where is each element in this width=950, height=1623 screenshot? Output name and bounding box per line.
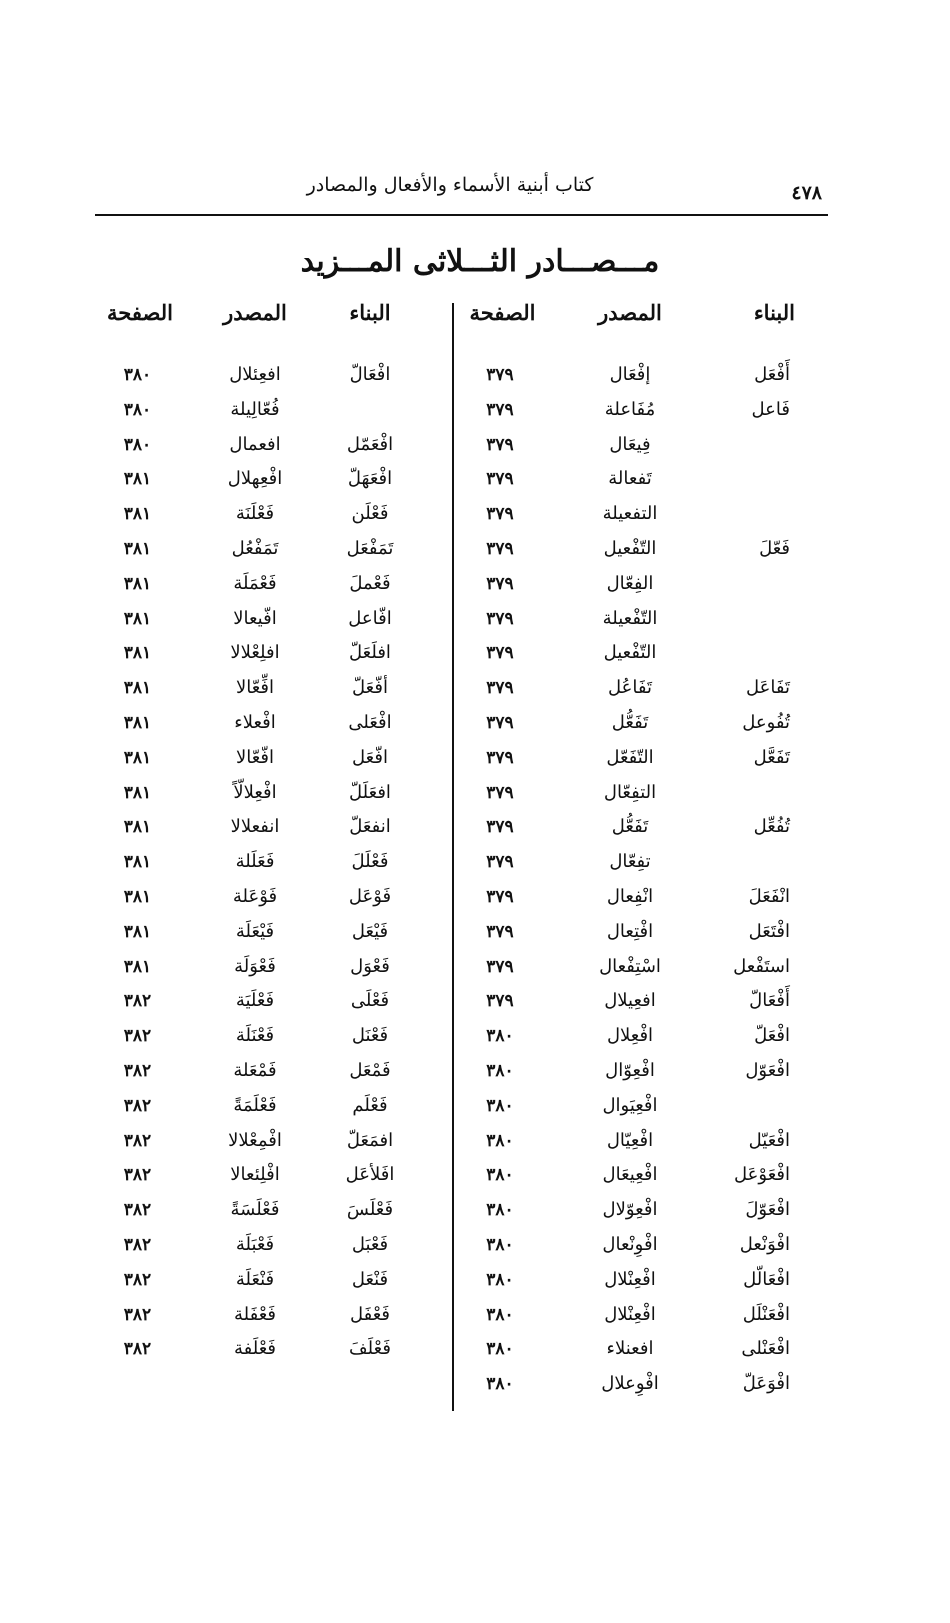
page-cell: ٣٨٢ (123, 1304, 152, 1325)
masdar-cell: تَفعالة (608, 468, 652, 490)
table-row (100, 883, 435, 918)
left-table-rows (100, 361, 435, 1370)
table-row (470, 1266, 790, 1301)
page-cell: ٣٨٠ (123, 399, 152, 420)
page-cell: ٣٨٢ (123, 1026, 152, 1047)
masdar-cell: افْتِعال (606, 920, 654, 942)
page-cell: ٣٧٩ (486, 852, 514, 873)
page-cell: ٣٨٠ (486, 1374, 514, 1395)
form-cell: افّعَل (352, 746, 388, 768)
table-row (470, 813, 790, 848)
masdar-cell: افعنلاء (606, 1338, 654, 1360)
form-cell: افْعَالّ (349, 364, 391, 385)
form-cell: افْعَمّل (346, 433, 394, 455)
form-cell: فَعْنَل (351, 1025, 389, 1047)
masdar-cell: مُفَاعلة (604, 398, 656, 420)
masdar-cell: فَعْلَسَةً (230, 1199, 280, 1221)
masdar-cell: افعِئلال (229, 364, 281, 385)
page-cell: ٣٨١ (123, 782, 152, 803)
column-header-form: البناء (753, 300, 795, 325)
page-cell: ٣٨١ (123, 538, 152, 559)
form-cell: فَعْلَى (350, 990, 390, 1012)
masdar-cell: إفْعَال (609, 364, 651, 385)
form-cell: افْعَالّل (743, 1268, 790, 1290)
table-row (470, 709, 790, 744)
page-cell: ٣٨١ (123, 608, 152, 629)
form-cell: تَمَفْعَل (346, 537, 394, 559)
form-cell: فَمْعَل (349, 1059, 391, 1081)
form-cell: فَنْعَل (351, 1268, 389, 1290)
page-cell: ٣٧٩ (486, 504, 514, 525)
masdar-cell: اسْتِفْعال (599, 955, 661, 977)
masdar-cell: افْعِنْلال (604, 1303, 656, 1325)
column-header-masdar: المصدر (223, 300, 287, 325)
page-cell: ٣٧٩ (486, 712, 514, 733)
form-cell: افّاعل (348, 607, 392, 629)
form-cell: فَعْملَ (349, 572, 391, 594)
section-title: مـــصـــادر الثـــلاثى المـــزيد (300, 244, 660, 279)
page-cell: ٣٨٢ (123, 1095, 152, 1116)
table-row (470, 361, 790, 396)
table-row (470, 744, 790, 779)
masdar-cell: افعِيلال (604, 990, 656, 1012)
page-cell: ٣٧٩ (486, 608, 514, 629)
table-row (100, 465, 435, 500)
form-cell: افمَعَلّ (346, 1129, 394, 1151)
form-cell: أَفْعَالّ (749, 990, 790, 1012)
masdar-cell: فَنْعَلَة (235, 1268, 275, 1290)
page-cell: ٣٨٢ (123, 991, 152, 1012)
table-row (100, 396, 435, 431)
page-cell: ٣٧٩ (486, 678, 514, 699)
masdar-cell: فَعْنَلَة (235, 1025, 275, 1047)
masdar-cell: فَعْمَلَة (233, 572, 277, 594)
masdar-cell: افْوِعلال (601, 1373, 659, 1395)
form-cell: فَعْفَل (349, 1303, 391, 1325)
page-cell: ٣٨١ (123, 921, 152, 942)
masdar-cell: التّفْعيل (603, 642, 657, 664)
page-cell: ٣٨١ (123, 712, 152, 733)
column-header-page: الصفحة (469, 300, 536, 325)
table-row (470, 779, 790, 814)
form-cell: أفّعَلّ (352, 677, 388, 699)
masdar-cell: فَعْبَلَة (235, 1233, 275, 1255)
form-cell: افْعَوّلَ (745, 1199, 790, 1221)
masdar-cell: افْعِنْلال (604, 1268, 656, 1290)
table-row (100, 1301, 435, 1336)
page-cell: ٣٧٩ (486, 538, 514, 559)
column-header-page: الصفحة (107, 300, 173, 325)
table-row (100, 1022, 435, 1057)
page-cell: ٣٨٢ (123, 1234, 152, 1255)
page-cell: ٣٨١ (123, 573, 152, 594)
page-cell: ٣٨٠ (486, 1200, 514, 1221)
table-row (100, 1161, 435, 1196)
table-row (470, 953, 790, 988)
table-row (470, 639, 790, 674)
masdar-cell: فَعْلَمَةً (233, 1094, 277, 1116)
header-rule (95, 214, 828, 216)
table-row (100, 570, 435, 605)
right-table-rows (470, 361, 790, 1405)
form-cell: تَفَاعَل (746, 677, 790, 699)
page-cell: ٣٨٢ (123, 1269, 152, 1290)
page-cell: ٣٧٩ (486, 886, 514, 907)
table-row (470, 1127, 790, 1162)
masdar-cell: فَعْلَفة (233, 1338, 276, 1360)
form-cell: افْتَعَل (748, 920, 790, 942)
table-row (100, 605, 435, 640)
column-divider (452, 303, 454, 1411)
masdar-cell: افعمال (229, 433, 281, 455)
masdar-cell: فَعَلَلة (235, 851, 275, 873)
masdar-cell: افْعلاء (234, 711, 276, 733)
table-row (100, 1057, 435, 1092)
form-cell: فَعْلَن (351, 503, 389, 525)
form-cell: فَعْلَلَ (351, 851, 389, 873)
page-cell: ٣٨٢ (123, 1060, 152, 1081)
form-cell: افْعَهَلّ (347, 468, 393, 490)
table-row (470, 1231, 790, 1266)
page-cell: ٣٨١ (123, 852, 152, 873)
masdar-cell: افلِعْلالا (230, 642, 280, 664)
form-cell: فَوْعَل (348, 885, 392, 907)
masdar-cell: افّيعالا (233, 607, 277, 629)
page-cell: ٣٨٠ (486, 1269, 514, 1290)
form-cell: انفعَلّ (349, 816, 391, 838)
form-cell: فَعّلَ (759, 537, 790, 559)
masdar-cell: التفِعّال (603, 781, 657, 803)
masdar-cell: التّفْعيل (603, 537, 657, 559)
table-row (100, 1231, 435, 1266)
page-number: ٤٧٨ (791, 182, 822, 204)
table-row (470, 431, 790, 466)
form-cell: فَعْلَم (352, 1094, 388, 1116)
masdar-cell: افْعِلال (606, 1025, 654, 1047)
form-cell: أَفْعَل (754, 364, 790, 385)
masdar-cell: افْمِعْلالا (228, 1129, 282, 1151)
table-row (470, 918, 790, 953)
form-cell: افْعَوّل (745, 1059, 790, 1081)
form-cell: انْفَعَلَ (748, 885, 790, 907)
page-cell: ٣٨١ (123, 817, 152, 838)
table-row (100, 639, 435, 674)
table-row (100, 500, 435, 535)
page-cell: ٣٨٢ (123, 1165, 152, 1186)
masdar-cell: تفِعّال (609, 851, 651, 873)
page-cell: ٣٧٩ (486, 573, 514, 594)
table-row (470, 848, 790, 883)
masdar-cell: فَعْفَلة (233, 1303, 276, 1325)
form-cell: فَعْلَفَ (349, 1338, 391, 1360)
table-row (470, 674, 790, 709)
page-cell: ٣٨٠ (486, 1095, 514, 1116)
page-cell: ٣٧٩ (486, 469, 514, 490)
page-cell: ٣٧٩ (486, 747, 514, 768)
masdar-cell: افّعّالا (235, 746, 275, 768)
form-cell: فَعْبَل (351, 1233, 389, 1255)
table-row (100, 709, 435, 744)
page-cell: ٣٨٢ (123, 1200, 152, 1221)
form-cell: افْعَنْلى (741, 1338, 790, 1360)
form-cell: افْوَنْعل (739, 1233, 790, 1255)
table-row (470, 1022, 790, 1057)
page-cell: ٣٨٢ (123, 1130, 152, 1151)
masdar-cell: فَيْعَلَة (235, 920, 275, 942)
page-cell: ٣٨٠ (123, 434, 152, 455)
column-header-form: البناء (349, 300, 391, 325)
table-row (100, 535, 435, 570)
masdar-cell: التّفْعيلة (602, 607, 658, 629)
table-row (470, 1370, 790, 1405)
form-cell: تُفُوعل (742, 711, 790, 733)
masdar-cell: تَفَاعُل (608, 677, 652, 699)
page-cell: ٣٨١ (123, 886, 152, 907)
page-cell: ٣٨٠ (486, 1060, 514, 1081)
table-row (100, 1335, 435, 1370)
page-cell: ٣٧٩ (486, 921, 514, 942)
table-row (470, 1301, 790, 1336)
table-row (470, 1057, 790, 1092)
masdar-cell: افْعِوّال (605, 1059, 655, 1081)
masdar-cell: افْعِهلال (227, 468, 283, 490)
masdar-cell: افْوِنْعال (602, 1233, 658, 1255)
masdar-cell: افْلِئعالا (230, 1164, 280, 1186)
table-row (100, 813, 435, 848)
form-cell: فَعْلَسَ (346, 1199, 394, 1221)
form-cell: افْعَيّل (748, 1129, 790, 1151)
table-row (470, 396, 790, 431)
table-row (470, 1161, 790, 1196)
page-cell: ٣٨٠ (123, 365, 152, 385)
masdar-cell: فَعْوَلَة (234, 955, 276, 977)
table-row (470, 605, 790, 640)
form-cell: فَيْعَل (351, 920, 389, 942)
page-cell: ٣٧٩ (486, 782, 514, 803)
form-cell: تَفَعَّل (753, 746, 790, 768)
page-cell: ٣٧٩ (486, 817, 514, 838)
form-cell: افْوَعَلّ (742, 1373, 790, 1395)
masdar-cell: افِّعّالا (235, 677, 275, 699)
table-row (100, 1092, 435, 1127)
masdar-cell: التّفَعّل (606, 746, 654, 768)
masdar-cell: فَعْلَنَة (235, 503, 275, 525)
page-cell: ٣٧٩ (486, 434, 514, 455)
masdar-cell: افْعِيّال (606, 1129, 654, 1151)
form-cell: فَعْوَل (350, 955, 390, 977)
form-cell: افْعَلّ (754, 1025, 790, 1047)
running-header-title: كتاب أبنية الأسماء والأفعال والمصادر (306, 174, 594, 196)
page-cell: ٣٨١ (123, 956, 152, 977)
form-cell: استَفْعل (733, 955, 790, 977)
table-row (470, 1196, 790, 1231)
page-cell: ٣٨١ (123, 747, 152, 768)
masdar-cell: فَعْلَيَة (235, 990, 275, 1012)
masdar-cell: تَفَعُّل (611, 711, 649, 733)
column-header-masdar: المصدر (598, 300, 662, 325)
masdar-cell: فِيعَال (609, 433, 651, 455)
page-cell: ٣٨١ (123, 643, 152, 664)
page-cell: ٣٧٩ (486, 399, 514, 420)
table-row (100, 918, 435, 953)
page-cell: ٣٧٩ (486, 643, 514, 664)
table-row (100, 744, 435, 779)
masdar-cell: تَمَفْعُل (231, 537, 279, 559)
masdar-cell: انفعلالا (230, 816, 280, 838)
table-row (470, 883, 790, 918)
table-row (100, 953, 435, 988)
table-row (470, 1092, 790, 1127)
page-cell: ٣٨٢ (123, 1339, 152, 1360)
form-cell: افَلأعَل (345, 1164, 395, 1186)
table-row (100, 674, 435, 709)
page-cell: ٣٨٠ (486, 1339, 514, 1360)
page-cell: ٣٧٩ (486, 991, 514, 1012)
masdar-cell: فُعّالِيلة (230, 398, 280, 420)
page-cell: ٣٨٠ (486, 1234, 514, 1255)
masdar-cell: فَوْعَلة (232, 885, 278, 907)
form-cell: افعَلَلّ (349, 781, 391, 803)
form-cell: افْعَلى (348, 711, 392, 733)
table-row (470, 1335, 790, 1370)
table-row (100, 431, 435, 466)
page-cell: ٣٨١ (123, 678, 152, 699)
form-cell: افْعَوْعَل (734, 1164, 790, 1186)
form-cell: فَاعل (751, 398, 790, 420)
masdar-cell: فَمْعَلة (233, 1059, 277, 1081)
masdar-cell: انْفِعال (606, 885, 654, 907)
table-row (100, 779, 435, 814)
masdar-cell: الفِعّال (606, 572, 654, 594)
masdar-cell: افْعِيَوال (602, 1094, 658, 1116)
table-row (470, 465, 790, 500)
table-row (100, 1196, 435, 1231)
page-cell: ٣٧٩ (486, 365, 514, 385)
table-row (100, 1127, 435, 1162)
page-cell: ٣٨١ (123, 469, 152, 490)
table-row (100, 987, 435, 1022)
masdar-cell: افْعِوّلال (602, 1199, 658, 1221)
form-cell: تُفُعِّل (753, 816, 790, 838)
table-row (100, 1266, 435, 1301)
masdar-cell: افْعِلالّاً (233, 781, 277, 803)
page-cell: ٣٨١ (123, 504, 152, 525)
page-cell: ٣٨٠ (486, 1165, 514, 1186)
page-cell: ٣٨٠ (486, 1026, 514, 1047)
masdar-cell: افْعِيعَال (602, 1164, 658, 1186)
page-cell: ٣٨٠ (486, 1304, 514, 1325)
table-row (470, 535, 790, 570)
table-row (470, 987, 790, 1022)
page-cell: ٣٨٠ (486, 1130, 514, 1151)
table-row (100, 361, 435, 396)
form-cell: افْعَنْلَل (742, 1303, 790, 1325)
form-cell: افلَعَلّ (349, 642, 391, 664)
masdar-cell: التفعيلة (602, 503, 658, 525)
page-cell: ٣٧٩ (486, 956, 514, 977)
masdar-cell: تَفَعُّل (611, 816, 649, 838)
table-row (470, 570, 790, 605)
table-row (100, 848, 435, 883)
table-row (470, 500, 790, 535)
